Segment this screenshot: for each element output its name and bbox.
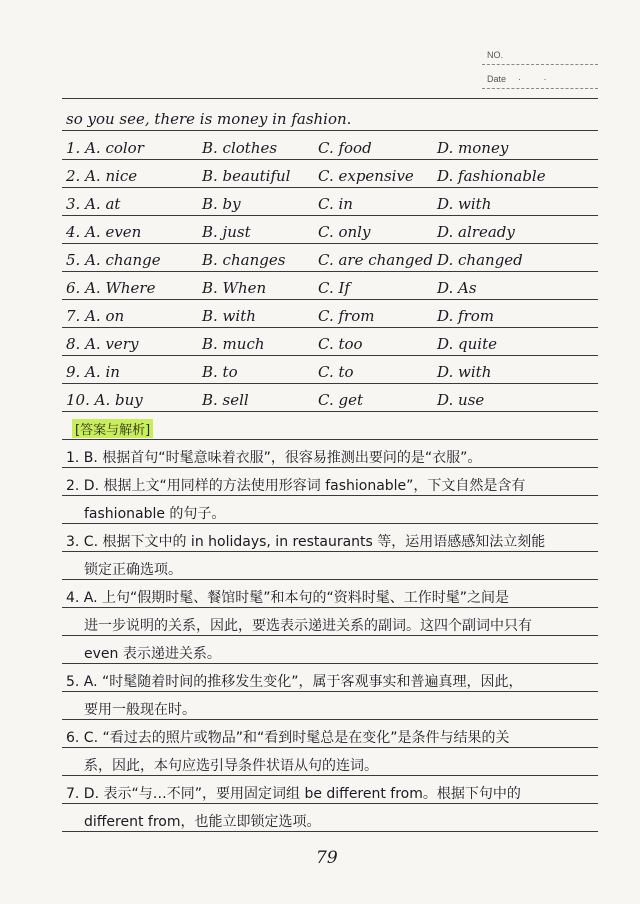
explanation-line: 7. D. 表示“与…不同”，要用固定词组 be different from。根据下句中的 <box>66 786 521 802</box>
option-b: B. sell <box>202 391 249 409</box>
explanation-line: even 表示递进关系。 <box>84 646 221 662</box>
option-d: D. use <box>437 391 485 409</box>
ruled-line <box>62 271 598 272</box>
ruled-line <box>62 523 598 524</box>
ruled-line <box>62 691 598 692</box>
option-a: 1. A. color <box>66 139 144 157</box>
intro-sentence: so you see, there is money in fashion. <box>66 110 352 128</box>
option-c: C. food <box>318 139 372 157</box>
date-line <box>482 88 598 89</box>
option-d: D. changed <box>437 251 523 269</box>
ruled-line <box>62 130 598 131</box>
date-dots: · · <box>518 74 557 84</box>
ruled-line <box>62 831 598 832</box>
page-number: 79 <box>316 848 338 868</box>
option-a: 7. A. on <box>66 307 125 325</box>
answer-section-tag: [答案与解析] <box>72 419 153 438</box>
explanation-line: fashionable 的句子。 <box>84 506 226 522</box>
option-d: D. As <box>437 279 477 297</box>
ruled-line <box>62 243 598 244</box>
option-d: D. with <box>437 363 492 381</box>
ruled-line <box>62 747 598 748</box>
explanation-line: 4. A. 上句“假期时髦、餐馆时髦”和本句的“资料时髦、工作时髦”之间是 <box>66 590 510 606</box>
explanation-line: 锁定正确选项。 <box>84 562 182 578</box>
option-a: 5. A. change <box>66 251 161 269</box>
option-a: 9. A. in <box>66 363 120 381</box>
option-b: B. much <box>202 335 265 353</box>
ruled-line <box>62 383 598 384</box>
option-b: B. with <box>202 307 256 325</box>
ruled-line <box>62 411 598 412</box>
option-c: C. from <box>318 307 375 325</box>
option-a: 2. A. nice <box>66 167 138 185</box>
explanation-line: 5. A. “时髦随着时间的推移发生变化”，属于客观事实和普遍真理，因此， <box>66 674 523 690</box>
option-d: D. money <box>437 139 509 157</box>
explanation-line: 1. B. 根据首句“时髦意味着衣服”，很容易推测出要问的是“衣服”。 <box>66 450 482 466</box>
option-c: C. expensive <box>318 167 414 185</box>
ruled-line <box>62 299 598 300</box>
explanation-line: 系，因此，本句应选引导条件状语从句的连词。 <box>84 758 378 774</box>
no-line <box>482 64 598 65</box>
ruled-line <box>62 551 598 552</box>
option-b: B. beautiful <box>202 167 291 185</box>
ruled-line <box>62 355 598 356</box>
option-b: B. clothes <box>202 139 278 157</box>
explanation-line: 2. D. 根据上文“用同样的方法使用形容词 fashionable”，下文自然是含有 <box>66 478 526 494</box>
ruled-line <box>62 607 598 608</box>
option-d: D. with <box>437 195 492 213</box>
ruled-line <box>62 187 598 188</box>
explanation-line: different from，也能立即锁定选项。 <box>84 814 321 830</box>
option-b: B. When <box>202 279 267 297</box>
option-c: C. get <box>318 391 363 409</box>
ruled-line <box>62 719 598 720</box>
ruled-line <box>62 327 598 328</box>
option-a: 10. A. buy <box>66 391 143 409</box>
option-b: B. by <box>202 195 241 213</box>
ruled-line <box>62 98 598 99</box>
option-d: D. already <box>437 223 515 241</box>
ruled-line <box>62 803 598 804</box>
option-b: B. changes <box>202 251 286 269</box>
option-c: C. too <box>318 335 363 353</box>
option-c: C. are changed <box>318 251 433 269</box>
option-a: 4. A. even <box>66 223 142 241</box>
option-c: C. only <box>318 223 371 241</box>
option-a: 3. A. at <box>66 195 121 213</box>
option-b: B. just <box>202 223 251 241</box>
ruled-line <box>62 439 598 440</box>
ruled-line <box>62 215 598 216</box>
option-a: 6. A. Where <box>66 279 156 297</box>
option-c: C. in <box>318 195 353 213</box>
ruled-line <box>62 663 598 664</box>
option-d: D. fashionable <box>437 167 546 185</box>
explanation-line: 要用一般现在时。 <box>84 702 196 718</box>
option-b: B. to <box>202 363 238 381</box>
date-label: Date <box>487 74 507 84</box>
explanation-line: 进一步说明的关系，因此，要选表示递进关系的副词。这四个副词中只有 <box>84 618 532 634</box>
ruled-line <box>62 467 598 468</box>
option-c: C. to <box>318 363 354 381</box>
ruled-line <box>62 579 598 580</box>
explanation-line: 6. C. “看过去的照片或物品”和“看到时髦总是在变化”是条件与结果的关 <box>66 730 510 746</box>
ruled-line <box>62 495 598 496</box>
explanation-line: 3. C. 根据下文中的 in holidays, in restaurants 等，运用语感感知法立刻能 <box>66 534 546 550</box>
option-d: D. from <box>437 307 495 325</box>
option-d: D. quite <box>437 335 497 353</box>
ruled-line <box>62 775 598 776</box>
ruled-line <box>62 635 598 636</box>
no-label: NO. <box>487 50 504 60</box>
ruled-line <box>62 159 598 160</box>
date-field <box>487 74 557 84</box>
option-a: 8. A. very <box>66 335 139 353</box>
option-c: C. If <box>318 279 350 297</box>
